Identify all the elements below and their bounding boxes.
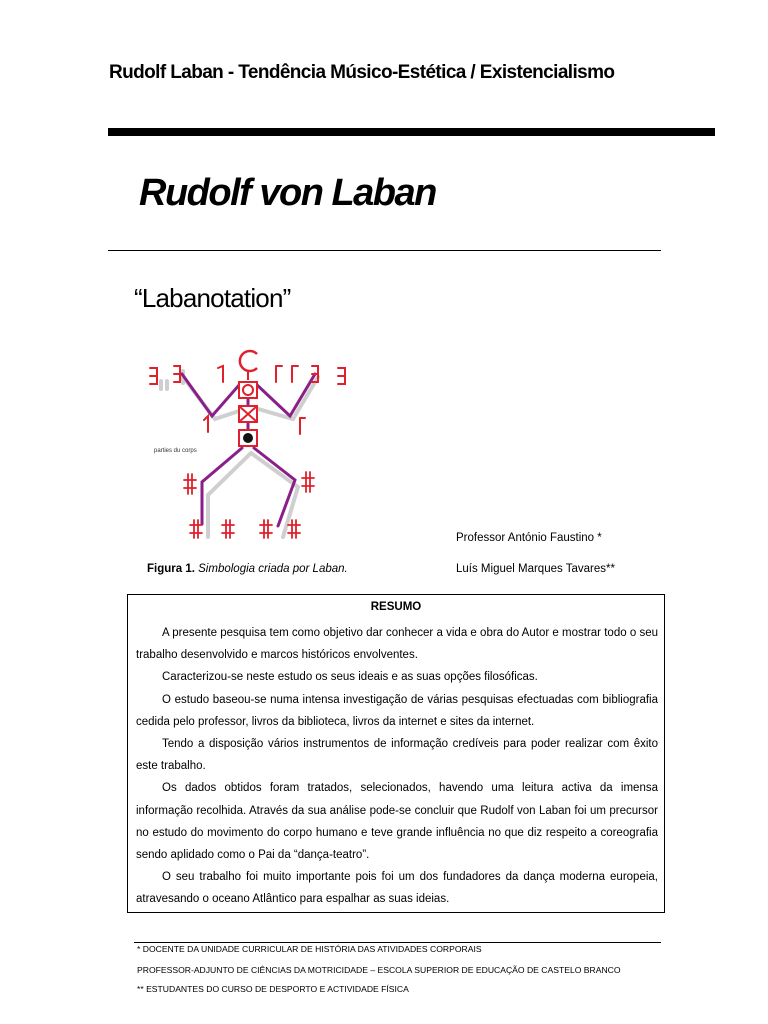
header-rule [108, 128, 715, 136]
author-1: Professor António Faustino * [456, 532, 602, 544]
running-header-title: Rudolf Laban - Tendência Músico-Estética / Existencialismo [109, 62, 615, 83]
abstract-paragraph: O estudo baseou-se numa intensa investigação de várias pesquisas efectuadas com bibliografia cedida pelo professor, livros da biblioteca, livros da internet e sites da internet. [136, 693, 658, 728]
document-title: Rudolf von Laban [139, 172, 436, 214]
head-symbol [240, 351, 257, 371]
abstract-paragraph: Os dados obtidos foram tratados, selecionados, havendo uma leitura activa da imensa informação recolhida. Através da sua análise pode-se concluir que Rudolf von Laban foi um precursor no estudo do movimento do corpo humano e teve grande influência no que diz respeito a coreografia sendo aplidado como o Pai da “dança-teatro”. [136, 782, 658, 862]
abstract-heading: RESUMO [370, 601, 422, 613]
title-rule [108, 250, 661, 251]
figure-caption [147, 563, 348, 575]
document-subtitle: “Labanotation” [134, 283, 291, 313]
abstract-box [127, 594, 665, 913]
figure-inner-label: parties du corps [154, 448, 197, 454]
abstract-paragraph: O seu trabalho foi muito importante pois foi um dos fundadores da dança moderna europeia, atravesando o oceano Atlântico para espalhar as suas ideias. [136, 871, 658, 906]
figure-caption-label: Figura 1. [147, 563, 195, 575]
figure-caption-text: Simbologia criada por Laban. [198, 563, 348, 575]
abstract-paragraph: Caracterizou-se neste estudo os seus ideais e as suas opções filosóficas. [162, 671, 538, 684]
footnote-rule [134, 942, 661, 943]
labanotation-figure [140, 344, 355, 549]
torso-symbols [239, 382, 257, 446]
abstract-paragraph: Tendo a disposição vários instrumentos de informação credíveis para poder realizar com êxito este trabalho. [136, 738, 658, 773]
author-2: Luís Miguel Marques Tavares** [456, 563, 615, 575]
abstract-paragraph: A presente pesquisa tem como objetivo dar conhecer a vida e obra do Autor e mostrar todo o seu trabalho desenvolvido e marcos históricos envolventes. [136, 627, 658, 662]
abstract-body [136, 622, 658, 911]
footnote-1: * DOCENTE DA UNIDADE CURRICULAR DE HISTÓRIA DAS ATIVIDADES CORPORAIS [137, 944, 482, 954]
footnote-2: PROFESSOR-ADJUNTO DE CIÊNCIAS DA MOTRICIDADE – ESCOLA SUPERIOR DE EDUCAÇÃO DE CASTELO BRANCO [137, 965, 621, 975]
footnote-3: ** ESTUDANTES DO CURSO DE DESPORTO E ACTIVIDADE FÍSICA [137, 984, 409, 994]
